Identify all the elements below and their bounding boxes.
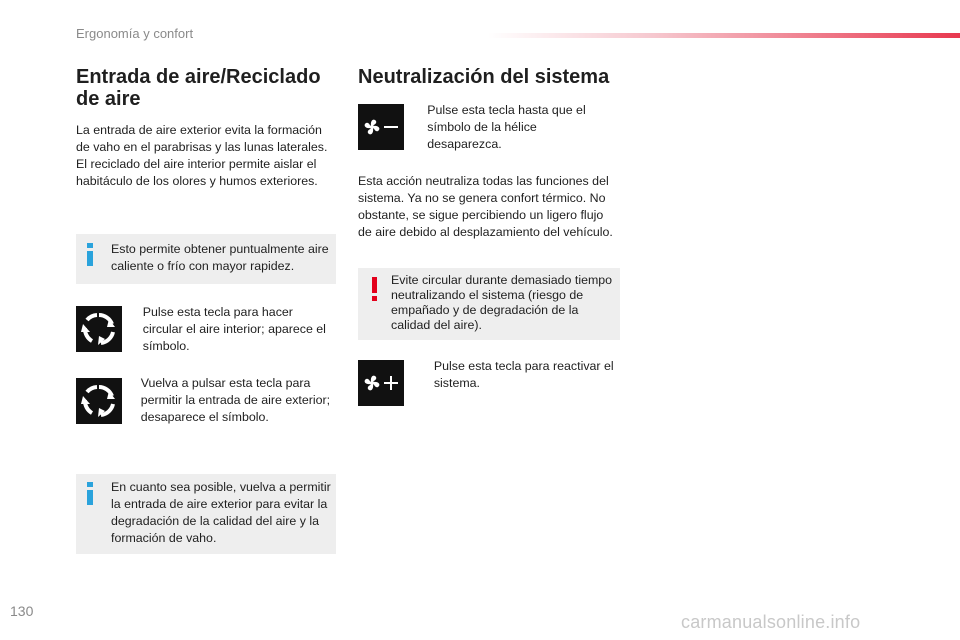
- warning-text: Evite circular durante demasiado tiempo neutralizando el sistema (riesgo de empañado y de degradación de la calidad del aire).: [391, 273, 613, 332]
- bullet-marker: [416, 358, 434, 392]
- right-title-text: Neutralización del sistema: [358, 66, 610, 88]
- watermark: carmanualsonline.info: [681, 612, 861, 632]
- left-title: [76, 66, 336, 110]
- left-intro: La entrada de aire exterior evita la formación de vaho en el parabrisas y las lunas laterales. El reciclado del aire interior permite aislar el habitáculo de los olores y humos exteriores.: [76, 123, 328, 188]
- right-step-1: [416, 102, 606, 153]
- info-box-1-text: Esto permite obtener puntualmente aire caliente o frío con mayor rapidez.: [111, 242, 329, 273]
- left-title-text: Entrada de aire/Reciclado de aire: [76, 66, 321, 110]
- page-number: 130: [10, 603, 34, 619]
- warning-icon: [371, 277, 379, 301]
- fan-on-button[interactable]: [358, 360, 404, 406]
- right-step-1-text: Pulse esta tecla hasta que el símbolo de la hélice desaparezca.: [427, 103, 586, 151]
- left-step-2-text: Vuelva a pulsar esta tecla para permitir la entrada de aire exterior; desaparece el símbolo.: [140, 376, 331, 424]
- right-step-2-text: Pulse esta tecla para reactivar el sistema.: [433, 359, 614, 390]
- left-step-2: [132, 375, 336, 426]
- left-step-1: [132, 304, 332, 355]
- left-step-1-text: Pulse esta tecla para hacer circular el aire interior; aparece el símbolo.: [142, 305, 326, 353]
- bullet-marker: [132, 375, 141, 426]
- fan-minus-icon: [358, 104, 404, 150]
- info-icon: [86, 482, 94, 505]
- right-description: Esta acción neutraliza todas las funciones del sistema. Ya no se genera confort térmico. No obstante, se sigue percibiendo un ligero flujo de aire debido al desplazamiento del vehículo.: [358, 174, 613, 239]
- recirculation-button-2[interactable]: [76, 378, 122, 424]
- fan-plus-icon: [358, 360, 404, 406]
- fan-off-button[interactable]: [358, 104, 404, 150]
- recirculation-button[interactable]: [76, 306, 122, 352]
- right-step-2: [416, 358, 620, 392]
- info-icon: [86, 243, 94, 266]
- info-box-2: [76, 474, 336, 554]
- bullet-marker: [132, 304, 143, 355]
- header-accent-line: [488, 33, 960, 38]
- right-title: [358, 66, 658, 88]
- bullet-marker: [416, 102, 427, 153]
- info-box-2-text: En cuanto sea posible, vuelva a permitir la entrada de aire exterior para evitar la degradación de la calidad del aire y la formación de vaho.: [111, 480, 331, 545]
- recirculation-icon: [76, 306, 122, 352]
- section-header: Ergonomía y confort: [76, 26, 194, 41]
- info-box-1: [76, 234, 336, 284]
- recirculation-icon: [76, 378, 122, 424]
- warning-box: [358, 268, 620, 340]
